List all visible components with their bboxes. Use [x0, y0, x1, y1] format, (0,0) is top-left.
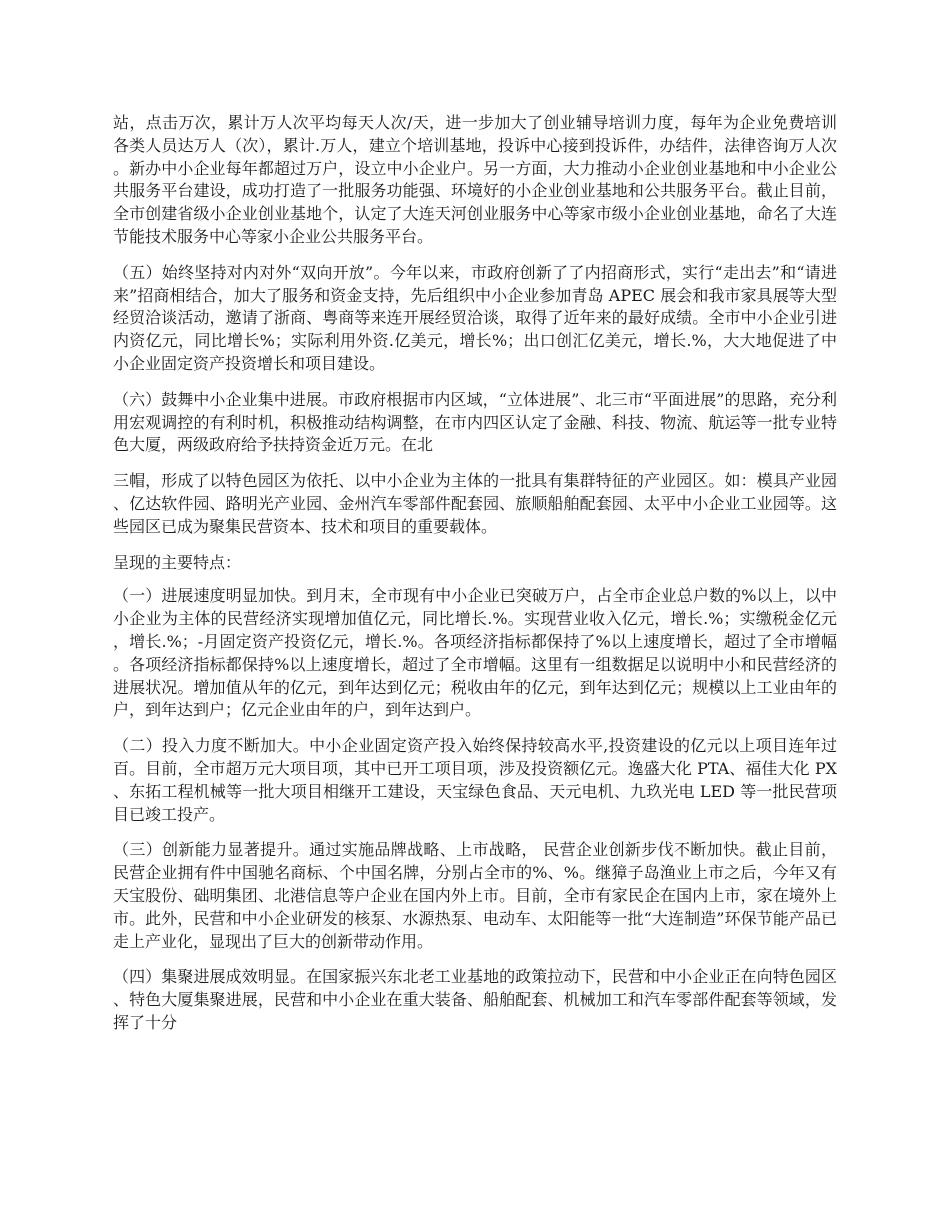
- paragraph-section-5: （五）始终坚持对内对外“双向开放”。今年以来，市政府创新了了内招商形式，实行“走出去”和“请进来”招商相结合，加大了服务和资金支持，先后组织中小企业参加青岛 APEC 展会和我市家具展等大型经贸洽谈活动，邀请了浙商、粤商等来连开展经贸洽谈，取得了近年来的最好成绩。全市中小企业引进内资亿元，同比增长%；实际利用外资.亿美元，增长%；出口创汇亿美元，增长.%，大大地促进了中小企业固定资产投资增长和项目建设。: [113, 262, 837, 373]
- paragraph-feature-3: （三）创新能力显著提升。通过实施品牌战略、上市战略， 民营企业创新步伐不断加快。截止目前，民营企业拥有件中国驰名商标、个中国名牌，分别占全市的%、%。继獐子岛渔业上市之后，今年又有天宝股份、础明集团、北港信息等户企业在国内外上市。目前，全市有家民企在国内上市，家在境外上市。此外，民营和中小企业研发的核泵、水源热泵、电动车、太阳能等一批“大连制造”环保节能产品已走上产业化，显现出了巨大的创新带动作用。: [113, 840, 837, 951]
- paragraph-feature-4: （四）集聚进展成效明显。在国家振兴东北老工业基地的政策拉动下，民营和中小企业正在向特色园区、特色大厦集聚进展，民营和中小企业在重大装备、船舶配套、机械加工和汽车零部件配套等领域，发挥了十分: [113, 967, 837, 1032]
- paragraph-feature-1: （一）进展速度明显加快。到月末，全市现有中小企业已突破万户，占全市企业总户数的%以上，以中小企业为主体的民营经济实现增加值亿元，同比增长.%。实现营业收入亿元，增长.%；实缴税金亿元，增长.%；-月固定资产投资亿元，增长.%。各项经济指标都保持了%以上速度增长，超过了全市增幅。各项经济指标都保持%以上速度增长，超过了全市增幅。这里有一组数据足以说明中小和民营经济的进展状况。增加值从年的亿元，到年达到亿元；税收由年的亿元，到年达到亿元；规模以上工业由年的户，到年达到户；亿元企业由年的户，到年达到户。: [113, 586, 837, 720]
- document-body: [113, 112, 837, 1048]
- paragraph-feature-2: （二）投入力度不断加大。中小企业固定资产投入始终保持较高水平,投资建设的亿元以上项目连年过百。目前，全市超万元大项目项，其中已开工项目项，涉及投资额亿元。逸盛大化 PTA、福佳大化 PX、东拓工程机械等一批大项目相继开工建设，天宝绿色食品、天元电机、九玖光电 LED 等一批民营项目已竣工投产。: [113, 736, 837, 824]
- paragraph-intro: 站，点击万次，累计万人次平均每天人次/天，进一步加大了创业辅导培训力度，每年为企业免费培训各类人员达万人（次），累计.万人，建立个培训基地，投诉中心接到投诉件，办结件，法律咨询万人次。新办中小企业每年都超过万户，设立中小企业户。另一方面，大力推动小企业创业基地和中小企业公共服务平台建设，成功打造了一批服务功能强、环境好的小企业创业基地和公共服务平台。截止目前，全市创建省级小企业创业基地个，认定了大连天河创业服务中心等家市级小企业创业基地，命名了大连节能技术服务中心等家小企业公共服务平台。: [113, 113, 837, 246]
- paragraph-section-6: （六）鼓舞中小企业集中进展。市政府根据市内区域，“立体进展”、北三市“平面进展”的思路，充分利用宏观调控的有利时机，积极推动结构调整，在市内四区认定了金融、科技、物流、航运等一批专业特色大厦，两级政府给予扶持资金近万元。在北: [113, 389, 837, 455]
- paragraph-features-heading: 呈现的主要特点：: [113, 552, 242, 572]
- paragraph-industrial-parks: 三帽，形成了以特色园区为依托、以中小企业为主体的一批具有集群特征的产业园区。如：模具产业园、亿达软件园、路明光产业园、金州汽车零部件配套园、旅顺船舶配套园、太平中小企业工业园等。这些园区已成为聚集民营资本、技术和项目的重要载体。: [113, 471, 837, 536]
